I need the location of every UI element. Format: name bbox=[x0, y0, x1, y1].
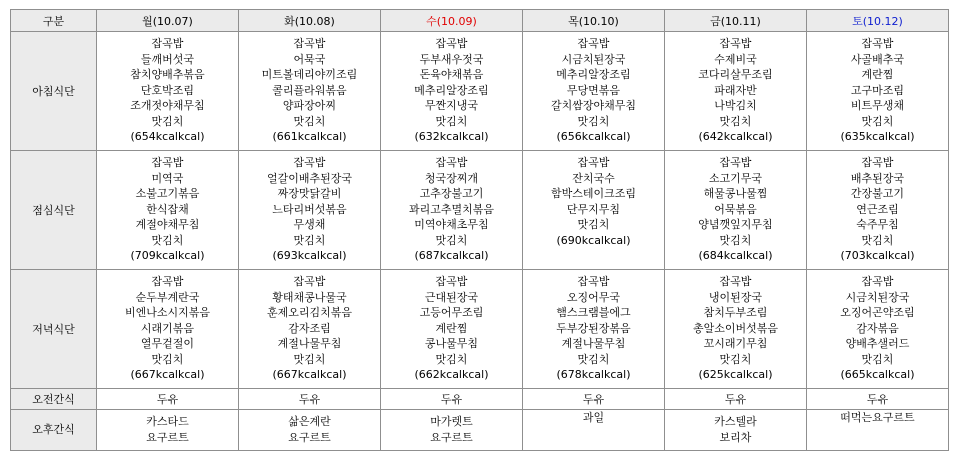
snack-item: 두유 bbox=[298, 393, 321, 406]
menu-item: (678kcalkcal) bbox=[556, 368, 631, 381]
menu-item: 한식잡채 bbox=[146, 202, 189, 216]
menu-item: 참치두부조림 bbox=[703, 306, 768, 319]
menu-item: 맛김치 bbox=[577, 352, 610, 366]
snack-cell-am-sat bbox=[807, 389, 949, 410]
menu-item: 잡곡밥 bbox=[577, 275, 610, 288]
snack-row-pm bbox=[11, 410, 949, 451]
menu-item: 오징어무국 bbox=[566, 290, 621, 304]
menu-item: 근대된장국 bbox=[424, 290, 479, 304]
snack-item: 삶은계란 bbox=[288, 415, 331, 428]
menu-item: 잡곡밥 bbox=[293, 37, 326, 50]
menu-item: 무생채 bbox=[293, 218, 326, 231]
meal-row-breakfast bbox=[11, 32, 949, 151]
menu-item: 참치양배추볶음 bbox=[130, 68, 205, 81]
menu-item: 맛김치 bbox=[151, 233, 184, 247]
snack-cell-pm-fri bbox=[665, 410, 807, 451]
menu-item: 두부새우젓국 bbox=[419, 52, 484, 66]
menu-item: 맛김치 bbox=[719, 114, 752, 128]
menu-item: (693kcalkcal) bbox=[272, 249, 347, 262]
menu-item: 콩나물무침 bbox=[424, 337, 479, 350]
menu-item: 소고기무국 bbox=[708, 171, 763, 185]
menu-item: 냉이된장국 bbox=[708, 290, 763, 304]
menu-item: 잡곡밥 bbox=[861, 156, 894, 169]
row-label-dinner: 저녁식단 bbox=[11, 270, 97, 389]
menu-item: 맛김치 bbox=[577, 218, 610, 231]
day-header-sat: 토(10.12) bbox=[807, 10, 949, 32]
menu-item: 고추장불고기 bbox=[419, 187, 484, 200]
menu-item: (667kcalkcal) bbox=[272, 368, 347, 381]
menu-item: (625kcalkcal) bbox=[698, 368, 773, 381]
menu-item: 함박스테이크조림 bbox=[550, 187, 636, 200]
menu-cell-lunch-sat bbox=[807, 151, 949, 270]
day-header-wed: 수(10.09) bbox=[381, 10, 523, 32]
menu-item: 맛김치 bbox=[861, 352, 894, 366]
snack-cell-pm-tue bbox=[239, 410, 381, 451]
meal-plan-table bbox=[10, 9, 949, 451]
snack-item: 마가렛트 bbox=[430, 415, 473, 428]
menu-item: 꽈리고추멸치볶음 bbox=[408, 202, 494, 216]
menu-item: 맛김치 bbox=[861, 114, 894, 128]
snack-cell-am-thu bbox=[523, 389, 665, 410]
menu-item: 고구마조림 bbox=[850, 83, 905, 97]
menu-item: 맛김치 bbox=[293, 233, 326, 247]
menu-item: 무짠지냉국 bbox=[424, 99, 479, 112]
menu-item: 조개젓야채무침 bbox=[130, 99, 205, 112]
menu-item: 양념깻잎지무침 bbox=[698, 218, 773, 231]
menu-item: 황태채콩나물국 bbox=[272, 290, 347, 304]
menu-item: 비트무생채 bbox=[850, 99, 905, 112]
day-header-thu: 목(10.10) bbox=[523, 10, 665, 32]
snack-item: 두유 bbox=[724, 393, 747, 406]
header-corner: 구분 bbox=[11, 10, 97, 32]
menu-item: 잡곡밥 bbox=[719, 37, 752, 50]
menu-item: 맛김치 bbox=[861, 233, 894, 247]
menu-item: 미역국 bbox=[151, 171, 184, 185]
menu-item: 계란찜 bbox=[861, 68, 894, 81]
menu-item: 맛김치 bbox=[719, 233, 752, 247]
meal-row-dinner bbox=[11, 270, 949, 389]
menu-item: 비엔나소시지볶음 bbox=[124, 306, 210, 319]
menu-item: 오징어곤약조림 bbox=[840, 306, 915, 319]
menu-item: (703kcalkcal) bbox=[840, 249, 915, 262]
menu-cell-breakfast-thu bbox=[523, 32, 665, 151]
menu-item: (635kcalkcal) bbox=[840, 130, 915, 143]
snack-cell-pm-wed bbox=[381, 410, 523, 451]
menu-item: 잡곡밥 bbox=[293, 156, 326, 169]
menu-item: 소불고기볶음 bbox=[135, 187, 200, 200]
menu-cell-dinner-sat bbox=[807, 270, 949, 389]
menu-item: 잡곡밥 bbox=[719, 275, 752, 288]
menu-item: (709kcalkcal) bbox=[130, 249, 205, 262]
snack-item: 두유 bbox=[156, 393, 179, 406]
menu-item: 순두부계란국 bbox=[135, 290, 200, 304]
day-header-fri: 금(10.11) bbox=[665, 10, 807, 32]
menu-item: (661kcalkcal) bbox=[272, 130, 347, 143]
menu-item: 잡곡밥 bbox=[861, 275, 894, 288]
menu-item: 사골배추국 bbox=[850, 52, 905, 66]
menu-item: 맛김치 bbox=[151, 114, 184, 128]
menu-item: 얼갈이배추된장국 bbox=[266, 171, 352, 185]
menu-cell-lunch-mon bbox=[97, 151, 239, 270]
menu-item: 연근조림 bbox=[856, 202, 899, 216]
menu-item: 코다리살무조림 bbox=[698, 68, 773, 81]
menu-item: 햄스크램블에그 bbox=[556, 306, 631, 319]
row-label-lunch: 점심식단 bbox=[11, 151, 97, 270]
menu-item: (690kcalkcal) bbox=[556, 233, 631, 247]
menu-item: 갈치쌈장야채무침 bbox=[550, 99, 636, 112]
menu-item: 총알소이버섯볶음 bbox=[692, 321, 778, 335]
menu-item: (654kcalkcal) bbox=[130, 130, 205, 143]
menu-cell-lunch-fri bbox=[665, 151, 807, 270]
snack-cell-am-tue bbox=[239, 389, 381, 410]
menu-item: (687kcalkcal) bbox=[414, 249, 489, 262]
menu-item: 열무겉절이 bbox=[140, 337, 195, 350]
menu-item: 잡곡밥 bbox=[861, 37, 894, 50]
snack-item: 요구르트 bbox=[288, 431, 331, 444]
menu-cell-lunch-tue bbox=[239, 151, 381, 270]
menu-item: 훈제오리김치볶음 bbox=[266, 306, 352, 319]
snack-item: 카스텔라 bbox=[714, 415, 757, 428]
menu-item: 시래기볶음 bbox=[140, 321, 195, 335]
menu-item: 돈육야채볶음 bbox=[419, 68, 484, 81]
menu-item: 잡곡밥 bbox=[293, 275, 326, 288]
menu-item: 메추리알장조림 bbox=[556, 68, 631, 81]
row-label-breakfast: 아침식단 bbox=[11, 32, 97, 151]
menu-item: (656kcalkcal) bbox=[556, 130, 631, 143]
menu-item: 맛김치 bbox=[435, 352, 468, 366]
menu-item: 맛김치 bbox=[435, 233, 468, 247]
menu-item: 청국장찌개 bbox=[424, 171, 479, 185]
snack-cell-pm-mon bbox=[97, 410, 239, 451]
row-label-snack-pm: 오후간식 bbox=[11, 410, 97, 451]
menu-cell-lunch-wed bbox=[381, 151, 523, 270]
menu-item: (662kcalkcal) bbox=[414, 368, 489, 381]
meal-row-lunch bbox=[11, 151, 949, 270]
snack-item: 보리차 bbox=[719, 431, 752, 444]
menu-cell-lunch-thu bbox=[523, 151, 665, 270]
snack-cell-am-fri bbox=[665, 389, 807, 410]
menu-item: 들깨버섯국 bbox=[140, 52, 195, 66]
snack-cell-pm-thu bbox=[523, 410, 665, 451]
menu-cell-dinner-mon bbox=[97, 270, 239, 389]
menu-item: 잡곡밥 bbox=[435, 156, 468, 169]
menu-item: (665kcalkcal) bbox=[840, 368, 915, 381]
snack-item: 두유 bbox=[440, 393, 463, 406]
snack-row-am bbox=[11, 389, 949, 410]
menu-item: 잔치국수 bbox=[572, 171, 615, 185]
menu-item: 양배추샐러드 bbox=[845, 337, 910, 350]
menu-item: 시금치된장국 bbox=[845, 290, 910, 304]
snack-item: 과일 bbox=[582, 411, 605, 424]
menu-cell-dinner-tue bbox=[239, 270, 381, 389]
menu-item: (667kcalkcal) bbox=[130, 368, 205, 381]
menu-item: 고등어무조림 bbox=[419, 306, 484, 319]
snack-item: 떠먹는요구르트 bbox=[840, 411, 915, 424]
menu-item: 맛김치 bbox=[435, 114, 468, 128]
menu-item: 간장불고기 bbox=[850, 187, 905, 200]
snack-item: 카스타드 bbox=[146, 415, 189, 428]
menu-item: (632kcalkcal) bbox=[414, 130, 489, 143]
snack-item: 요구르트 bbox=[146, 431, 189, 444]
menu-item: 잡곡밥 bbox=[435, 275, 468, 288]
menu-item: 수제비국 bbox=[714, 52, 757, 66]
menu-item: 잡곡밥 bbox=[577, 37, 610, 50]
menu-item: 계절야채무침 bbox=[135, 218, 200, 231]
menu-item: 맛김치 bbox=[577, 114, 610, 128]
menu-item: 감자볶음 bbox=[856, 321, 899, 335]
menu-item: 잡곡밥 bbox=[151, 156, 184, 169]
menu-cell-breakfast-mon bbox=[97, 32, 239, 151]
snack-cell-am-mon bbox=[97, 389, 239, 410]
menu-cell-dinner-wed bbox=[381, 270, 523, 389]
menu-item: (642kcalkcal) bbox=[698, 130, 773, 143]
snack-cell-am-wed bbox=[381, 389, 523, 410]
menu-item: 계절나물무침 bbox=[277, 337, 342, 350]
menu-item: 맛김치 bbox=[151, 352, 184, 366]
menu-cell-dinner-thu bbox=[523, 270, 665, 389]
menu-item: 맛김치 bbox=[293, 352, 326, 366]
menu-item: 파래자반 bbox=[714, 83, 757, 97]
menu-item: 맛김치 bbox=[293, 114, 326, 128]
row-label-snack-am: 오전간식 bbox=[11, 389, 97, 410]
day-header-tue: 화(10.08) bbox=[239, 10, 381, 32]
menu-item: 잡곡밥 bbox=[435, 37, 468, 50]
menu-item: 어묵국 bbox=[293, 52, 326, 66]
snack-item: 요구르트 bbox=[430, 431, 473, 444]
menu-cell-breakfast-tue bbox=[239, 32, 381, 151]
menu-item: 나박김치 bbox=[714, 99, 757, 112]
menu-item: 감자조림 bbox=[288, 321, 331, 335]
menu-cell-breakfast-sat bbox=[807, 32, 949, 151]
menu-cell-breakfast-fri bbox=[665, 32, 807, 151]
menu-item: 해물콩나물찜 bbox=[703, 187, 768, 200]
menu-cell-breakfast-wed bbox=[381, 32, 523, 151]
menu-cell-dinner-fri bbox=[665, 270, 807, 389]
menu-item: 계란찜 bbox=[435, 321, 468, 335]
menu-item: 느타리버섯볶음 bbox=[272, 202, 347, 216]
menu-item: 콜리플라워볶음 bbox=[272, 83, 347, 97]
menu-item: 무당면볶음 bbox=[566, 83, 621, 97]
menu-item: 시금치된장국 bbox=[561, 52, 626, 66]
menu-item: 어묵볶음 bbox=[714, 202, 757, 216]
menu-item: 계절나물무침 bbox=[561, 337, 626, 350]
snack-item: 두유 bbox=[866, 393, 889, 406]
menu-item: 맛김치 bbox=[719, 352, 752, 366]
menu-item: 꼬시래기무침 bbox=[703, 337, 768, 350]
menu-item: 단무지무침 bbox=[566, 202, 621, 216]
menu-item: 메추리알장조림 bbox=[414, 83, 489, 97]
menu-item: 잡곡밥 bbox=[151, 37, 184, 50]
menu-item: 잡곡밥 bbox=[151, 275, 184, 288]
menu-item: 잡곡밥 bbox=[719, 156, 752, 169]
snack-cell-pm-sat bbox=[807, 410, 949, 451]
menu-item: (684kcalkcal) bbox=[698, 249, 773, 262]
menu-item: 미트볼데리야끼조림 bbox=[261, 68, 358, 81]
menu-item: 잡곡밥 bbox=[577, 156, 610, 169]
menu-item: 배추된장국 bbox=[850, 171, 905, 185]
menu-item: 숙주무침 bbox=[856, 218, 899, 231]
menu-item: 양파장아찌 bbox=[282, 99, 337, 112]
menu-item: 짜장맛닭갈비 bbox=[277, 187, 342, 200]
snack-item: 두유 bbox=[582, 393, 605, 406]
menu-item: 두부강된장볶음 bbox=[556, 321, 631, 335]
menu-item: 미역야채초무침 bbox=[414, 218, 489, 231]
menu-item: 단호박조림 bbox=[140, 83, 195, 97]
day-header-mon: 월(10.07) bbox=[97, 10, 239, 32]
header-row bbox=[11, 10, 949, 32]
